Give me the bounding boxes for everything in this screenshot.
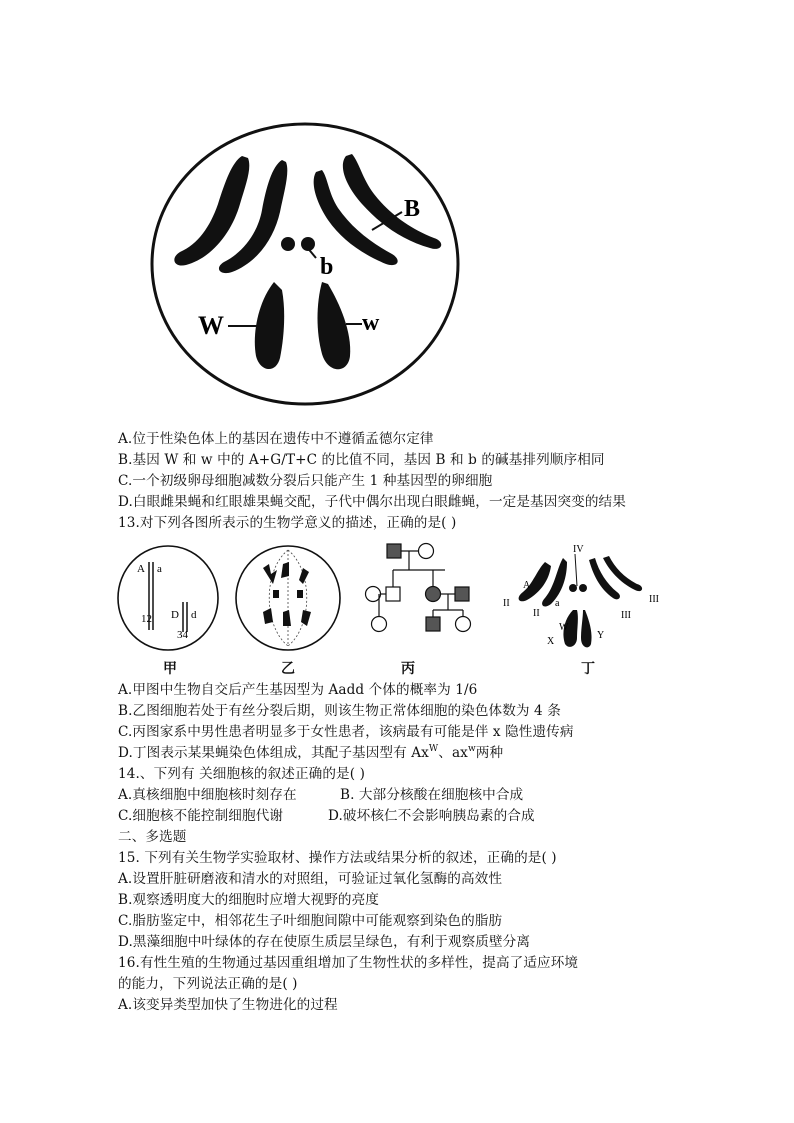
pedigree-III3-female bbox=[456, 617, 471, 632]
chromosome-figure bbox=[140, 112, 470, 412]
dot-chromosome-1 bbox=[281, 237, 295, 251]
jia-label-D: D bbox=[171, 609, 179, 621]
q12-option-d: D.白眼雌果蝇和红眼雄果蝇交配，子代中偶尔出现白眼雌蝇，一定是基因突变的结果 bbox=[118, 494, 626, 510]
figure-ding bbox=[503, 540, 673, 660]
pedigree-I1-male-affected bbox=[387, 544, 401, 558]
question-14-stem: 14.、下列有 关细胞核的叙述正确的是( ) bbox=[118, 766, 365, 782]
q13-option-d-mid: 、ax bbox=[438, 745, 468, 761]
ding-label-A: A bbox=[523, 580, 531, 591]
ding-label-II-left: II bbox=[503, 598, 510, 609]
jia-label-d: d bbox=[191, 609, 197, 621]
q13-option-d-text: D.丁图表示某果蝇染色体组成，其配子基因型有 Ax bbox=[118, 745, 429, 761]
q15-option-c: C.脂肪鉴定中，相邻花生子叶细胞间隙中可能观察到染色的脂肪 bbox=[118, 913, 503, 929]
ding-label-W: W bbox=[559, 622, 569, 633]
jia-label-12: 12 bbox=[141, 613, 152, 625]
q13-option-a: A.甲图中生物自交后产生基因型为 Aadd 个体的概率为 1/6 bbox=[118, 682, 478, 698]
figure-yi bbox=[233, 540, 343, 660]
question-13-figures bbox=[115, 540, 675, 680]
q13-option-d-sup2: w bbox=[467, 744, 476, 754]
question-16-stem-line1: 16.有性生殖的生物通过基因重组增加了生物性状的多样性，提高了适应环境 bbox=[118, 955, 579, 971]
q13-option-c: C.丙图家系中男性患者明显多于女性患者，该病最有可能是伴 x 隐性遗传病 bbox=[118, 724, 574, 740]
pedigree-III1-female bbox=[372, 617, 387, 632]
q15-option-d: D.黑藻细胞中叶绿体的存在使原生质层呈绿色，有利于观察质壁分离 bbox=[118, 934, 531, 950]
pedigree-II2-male bbox=[386, 587, 400, 601]
jia-label-a: a bbox=[157, 563, 162, 575]
q14-option-c: C.细胞核不能控制细胞代谢 bbox=[118, 808, 284, 824]
q15-option-a: A.设置肝脏研磨液和清水的对照组，可验证过氧化氢酶的高效性 bbox=[118, 871, 503, 887]
question-16-stem-line2: 的能力，下列说法正确的是( ) bbox=[118, 976, 298, 992]
q13-option-d-sup1: W bbox=[428, 744, 439, 754]
pedigree-II4-male-affected bbox=[455, 587, 469, 601]
label-B: B bbox=[404, 196, 421, 222]
ding-label-a: a bbox=[555, 598, 560, 609]
question-15-stem: 15. 下列有关生物学实验取材、操作方法或结果分析的叙述，正确的是( ) bbox=[118, 850, 557, 866]
ding-label-III-inner: III bbox=[621, 610, 631, 621]
chromosome-lower-left bbox=[255, 282, 284, 369]
q13-option-b: B.乙图细胞若处于有丝分裂后期，则该生物正常体细胞的染色体数为 4 条 bbox=[118, 703, 561, 719]
pedigree-I2-female bbox=[419, 544, 434, 559]
ding-label-IV: IV bbox=[573, 544, 584, 555]
q14-options-row2 bbox=[118, 806, 758, 827]
ding-label-X: X bbox=[547, 636, 555, 647]
q15-option-b: B.观察透明度大的细胞时应增大视野的亮度 bbox=[118, 892, 379, 908]
ding-label-III-right: III bbox=[649, 594, 659, 605]
ding-label-II-inner: II bbox=[533, 608, 540, 619]
q13-option-d-post: 两种 bbox=[475, 745, 504, 761]
chromosome-lower-right bbox=[318, 282, 351, 369]
q13-option-d bbox=[118, 743, 758, 764]
jia-label-34: 34 bbox=[177, 629, 188, 641]
figure-bing bbox=[351, 540, 481, 660]
q16-option-a: A.该变异类型加快了生物进化的过程 bbox=[118, 997, 338, 1013]
question-13-options bbox=[118, 680, 758, 1016]
ding-label-Y: Y bbox=[597, 630, 605, 641]
question-12-options bbox=[118, 429, 758, 534]
q12-option-c: C.一个初级卵母细胞减数分裂后只能产生 1 种基因型的卵细胞 bbox=[118, 473, 493, 489]
question-13-stem: 13.对下列各图所表示的生物学意义的描述，正确的是( ) bbox=[118, 515, 457, 531]
pedigree-II1-female bbox=[366, 587, 381, 602]
label-b: b bbox=[320, 254, 334, 280]
jia-label-A: A bbox=[137, 563, 145, 575]
label-w: w bbox=[362, 310, 380, 336]
figure-jia bbox=[115, 540, 225, 660]
cell-outline bbox=[152, 124, 458, 404]
pedigree-III2-male-affected bbox=[426, 617, 440, 631]
q12-option-a: A.位于性染色体上的基因在遗传中不遵循孟德尔定律 bbox=[118, 431, 434, 447]
chromosome-left-outer bbox=[174, 156, 249, 266]
pedigree-II3-female-affected bbox=[426, 587, 441, 602]
caption-jia: 甲 bbox=[163, 661, 177, 677]
jia-cell bbox=[118, 546, 218, 650]
caption-yi: 乙 bbox=[281, 661, 295, 677]
caption-ding: 丁 bbox=[581, 661, 595, 677]
q12-option-b: B.基因 W 和 w 中的 A+G/T+C 的比值不同，基因 B 和 b 的碱基排列顺序相同 bbox=[118, 452, 605, 468]
label-W: W bbox=[198, 311, 224, 340]
q14-option-a: A.真核细胞中细胞核时刻存在 bbox=[118, 787, 297, 803]
q14-option-b: B. 大部分核酸在细胞核中合成 bbox=[340, 787, 524, 803]
section-2-heading: 二、多选题 bbox=[118, 829, 187, 845]
q14-options-row1 bbox=[118, 785, 758, 806]
q14-option-d: D.破坏核仁不会影响胰岛素的合成 bbox=[328, 808, 535, 824]
caption-bing: 丙 bbox=[401, 661, 415, 677]
